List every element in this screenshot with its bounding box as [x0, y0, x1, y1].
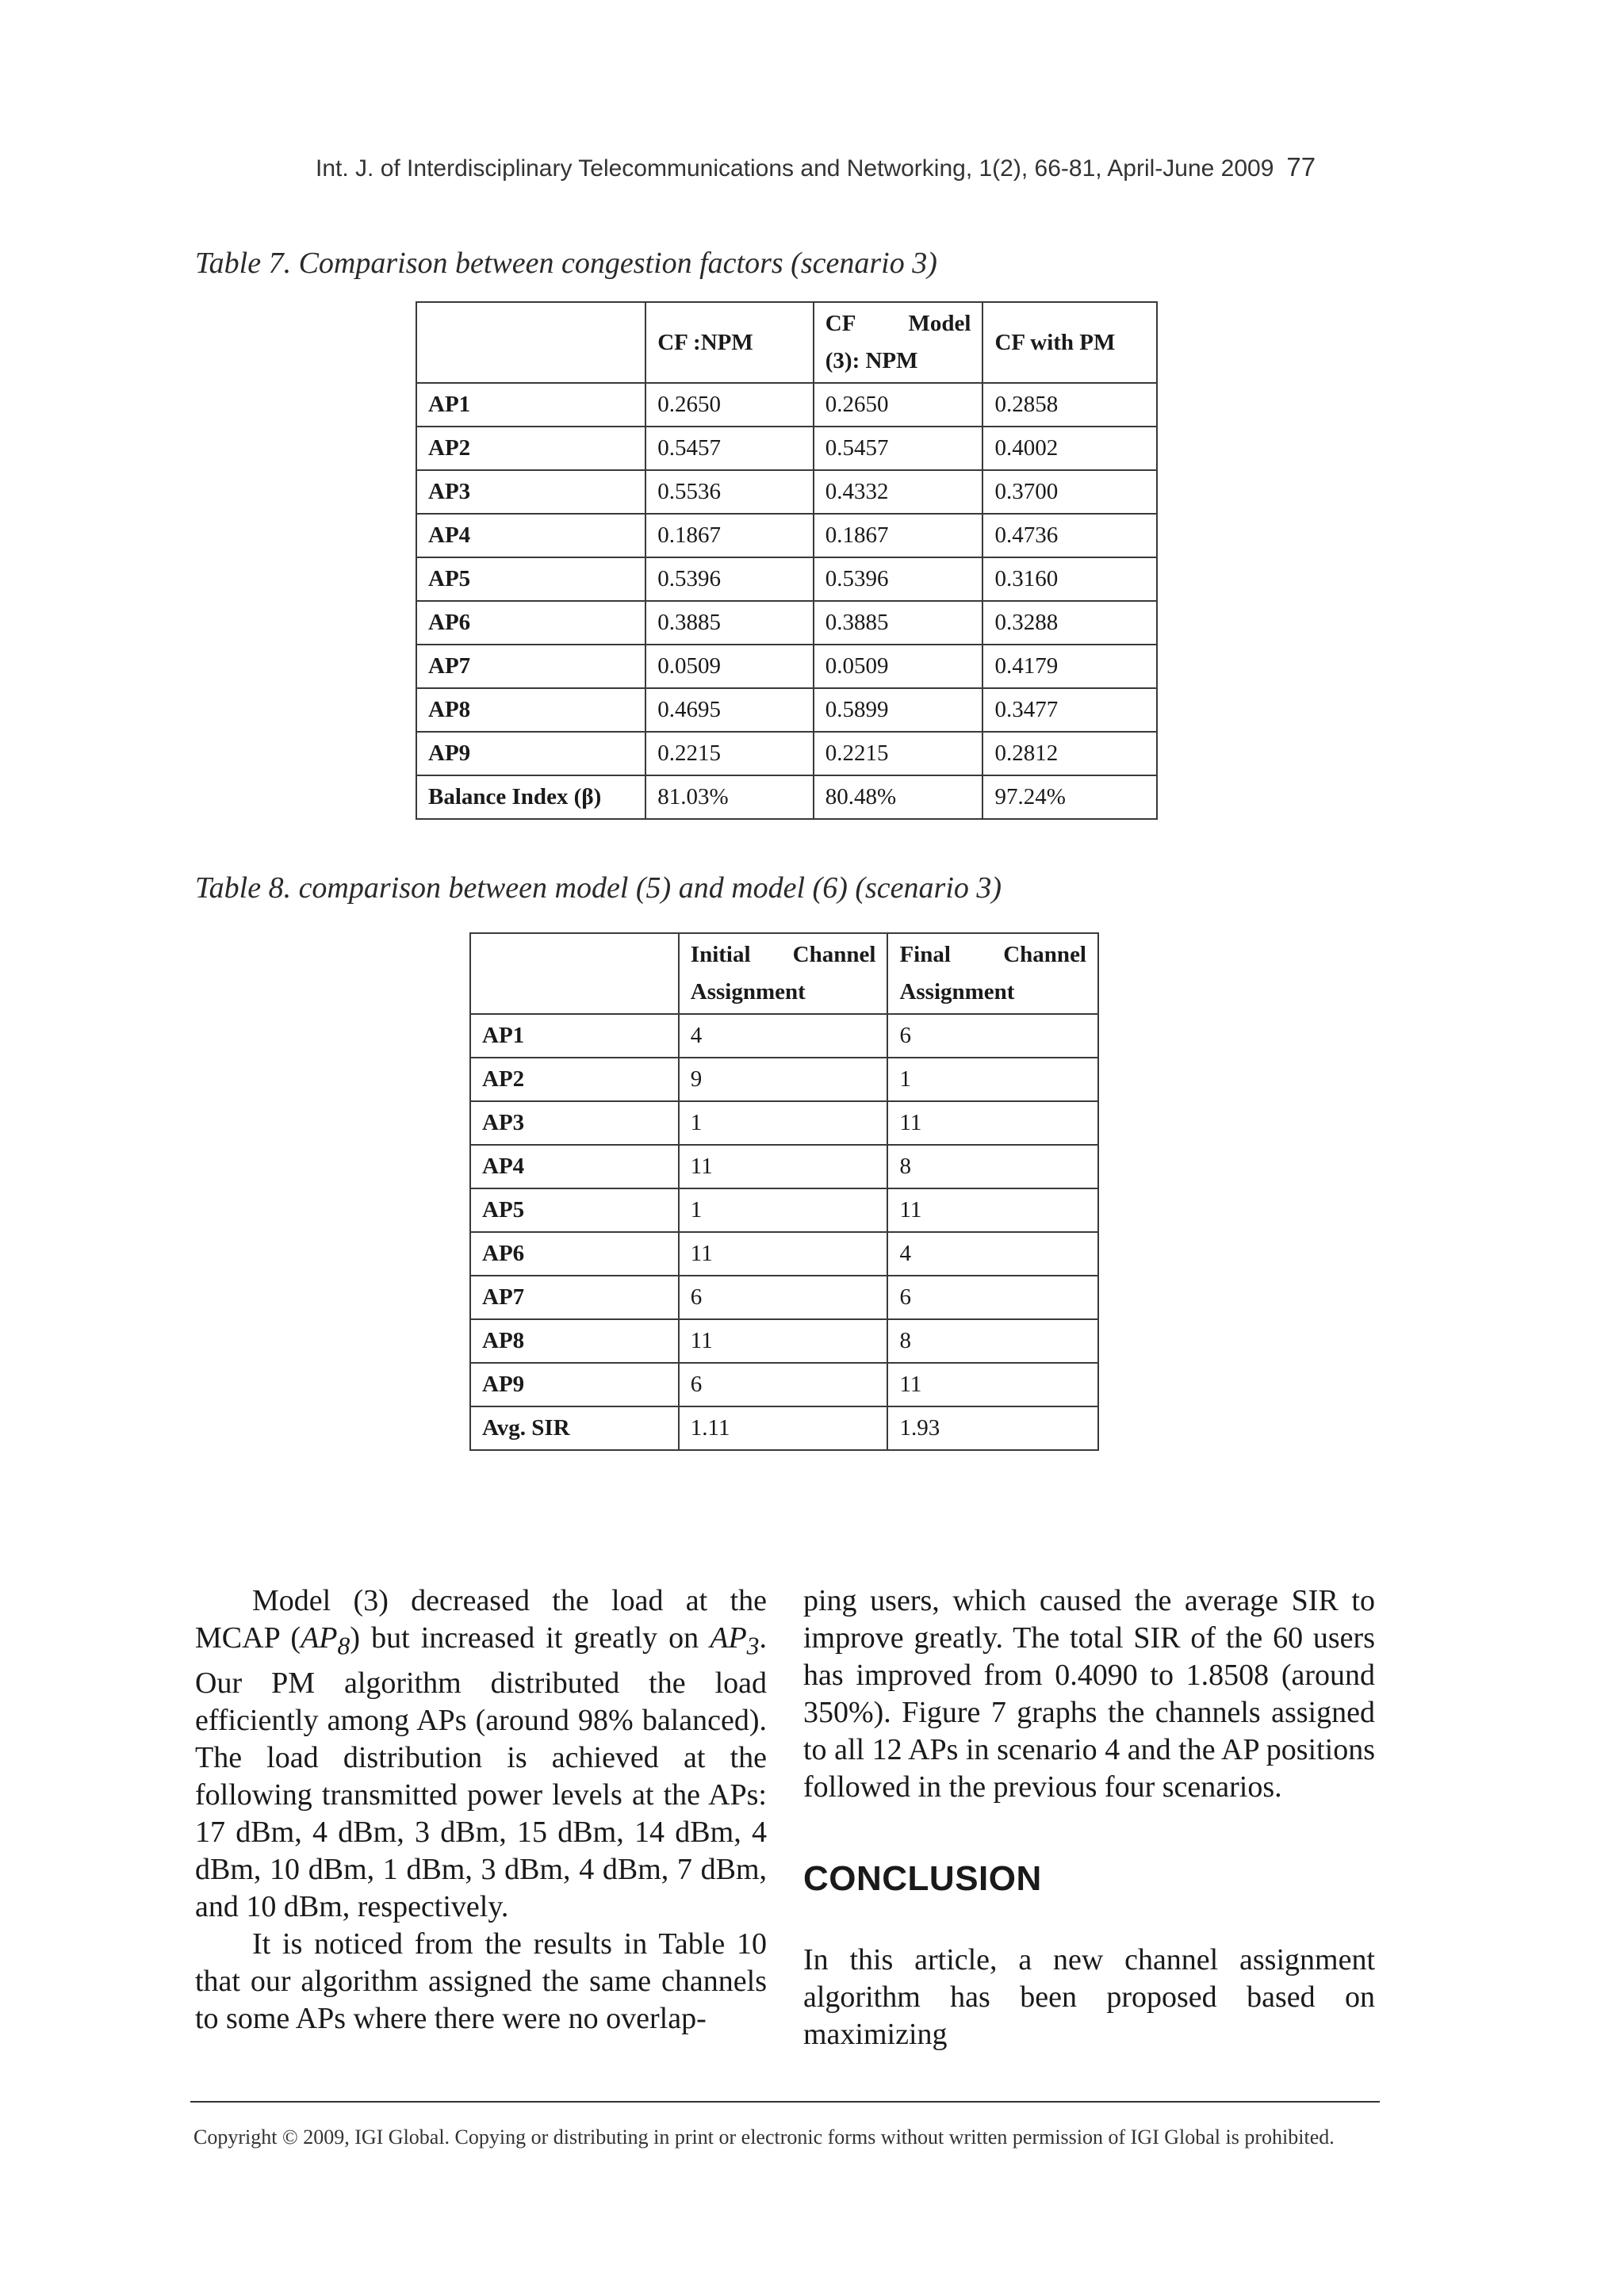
- table7-ap-cell: AP1: [416, 383, 645, 427]
- table8-header-row: [470, 933, 1098, 1014]
- table7-cf-model3-cell: 0.5457: [814, 427, 983, 470]
- table7-cf-model3-cell: 0.1867: [814, 514, 983, 557]
- running-head: [316, 152, 1375, 182]
- table8-row: [470, 1276, 1098, 1319]
- footer-rule: [190, 2101, 1380, 2103]
- table8-avg-label: Avg. SIR: [470, 1406, 679, 1450]
- table8-header-final-line2: Assignment: [899, 979, 1015, 1004]
- table7-cf-pm-cell: 97.24%: [982, 775, 1157, 819]
- table8-row: [470, 1319, 1098, 1363]
- left-column: [195, 1582, 767, 2038]
- table8-row: [470, 1145, 1098, 1188]
- table7-cf-pm-cell: 0.3288: [982, 601, 1157, 645]
- table8-ap-cell: AP7: [470, 1276, 679, 1319]
- table7-row: [416, 470, 1157, 514]
- ap8-symbol: [301, 1621, 350, 1660]
- table7-row: [416, 645, 1157, 688]
- right-column: [803, 1582, 1375, 2053]
- table8-avg-row: [470, 1406, 1098, 1450]
- table7-row: [416, 601, 1157, 645]
- table8-row: [470, 1101, 1098, 1145]
- table7-cf-npm-cell: 0.5457: [645, 427, 814, 470]
- table8-corner-cell: [470, 933, 679, 1014]
- left-p1-text-c: . Our PM algorithm distributed the load efficiently among APs (around 98% balanced). The load distribution is achieved at the following transmitted power levels at the APs: 17 dBm, 4 dBm, 3 dBm, 15 dBm, 14 dBm, 4 dBm, 10 dBm, 1 dBm, 3 dBm, 4 dBm, 7 dBm, and 10 dBm, respectively.: [195, 1621, 767, 1923]
- page-number: 77: [1286, 152, 1316, 182]
- table8-header-final-word: Final: [899, 942, 951, 967]
- table7-cf-model3-cell: 0.2215: [814, 732, 983, 775]
- table7-cf-npm-cell: 0.3885: [645, 601, 814, 645]
- table7-cf-model3-cell: 0.4332: [814, 470, 983, 514]
- table7-cf-model3-cell: 0.2650: [814, 383, 983, 427]
- table8-avg-initial: 1.11: [679, 1406, 888, 1450]
- table7-header-cf-word: CF: [825, 311, 856, 336]
- table8-ap-cell: AP3: [470, 1101, 679, 1145]
- table7: [416, 301, 1158, 820]
- table7-row: [416, 427, 1157, 470]
- table7-ap-cell: Balance Index (β): [416, 775, 645, 819]
- ap8-base: AP: [301, 1621, 338, 1655]
- table7-row: [416, 732, 1157, 775]
- table7-header-row: [416, 302, 1157, 383]
- table8-ap-cell: AP5: [470, 1188, 679, 1232]
- table8-header-channel-word: Channel: [792, 942, 876, 967]
- table7-cf-pm-cell: 0.2812: [982, 732, 1157, 775]
- table8: [469, 932, 1099, 1451]
- table8-initial-cell: 9: [679, 1058, 888, 1101]
- table7-cf-npm-cell: 0.5536: [645, 470, 814, 514]
- table8-ap-cell: AP6: [470, 1232, 679, 1276]
- table8-ap-cell: AP8: [470, 1319, 679, 1363]
- table8-ap-cell: AP1: [470, 1014, 679, 1058]
- table8-initial-cell: 6: [679, 1363, 888, 1406]
- table8-caption: Table 8. comparison between model (5) and model (6) (scenario 3): [195, 871, 1002, 905]
- table7-cf-model3-cell: 0.5396: [814, 557, 983, 601]
- table7-header-cf-model3-line2: (3): NPM: [825, 348, 918, 373]
- table8-header-initial: [679, 933, 888, 1014]
- journal-citation: Int. J. of Interdisciplinary Telecommunications and Networking, 1(2), 66-81, April-June 2009: [316, 155, 1274, 182]
- table8-row: [470, 1363, 1098, 1406]
- table8-initial-cell: 11: [679, 1232, 888, 1276]
- table7-row: [416, 383, 1157, 427]
- table8-final-cell: 1: [887, 1058, 1098, 1101]
- table8-initial-cell: 1: [679, 1188, 888, 1232]
- table7-cf-npm-cell: 0.0509: [645, 645, 814, 688]
- table7-cf-npm-cell: 81.03%: [645, 775, 814, 819]
- table7-row: [416, 557, 1157, 601]
- table8-header-final: [887, 933, 1098, 1014]
- table8-final-cell: 6: [887, 1014, 1098, 1058]
- table7-corner-cell: [416, 302, 645, 383]
- table7-cf-pm-cell: 0.4179: [982, 645, 1157, 688]
- table7-header-cf-npm: CF :NPM: [645, 302, 814, 383]
- left-paragraph-2: It is noticed from the results in Table 10 that our algorithm assigned the same channels to some APs where there were no overlap-: [195, 1927, 767, 2035]
- table8-header-channel-word-2: Channel: [1003, 942, 1086, 967]
- table8-body: [470, 1014, 1098, 1406]
- table7-cf-pm-cell: 0.2858: [982, 383, 1157, 427]
- table7-row: [416, 514, 1157, 557]
- table7-cf-pm-cell: 0.3700: [982, 470, 1157, 514]
- right-paragraph-2: In this article, a new channel assignment algorithm has been proposed based on maximizing: [803, 1943, 1375, 2051]
- table7-ap-cell: AP6: [416, 601, 645, 645]
- table7-row: [416, 688, 1157, 732]
- left-p1-text-a: Model (3) decreased the load at the MCAP (: [195, 1584, 767, 1655]
- table8-avg-final: 1.93: [887, 1406, 1098, 1450]
- table7-cf-npm-cell: 0.1867: [645, 514, 814, 557]
- table7-cf-model3-cell: 0.5899: [814, 688, 983, 732]
- table8-row: [470, 1232, 1098, 1276]
- table8-ap-cell: AP9: [470, 1363, 679, 1406]
- table8-initial-cell: 11: [679, 1145, 888, 1188]
- table8-header-initial-line2: Assignment: [690, 979, 806, 1004]
- conclusion-heading: CONCLUSION: [803, 1859, 1042, 1898]
- table8-final-cell: 4: [887, 1232, 1098, 1276]
- table7-ap-cell: AP8: [416, 688, 645, 732]
- table7-ap-cell: AP7: [416, 645, 645, 688]
- table7-ap-cell: AP9: [416, 732, 645, 775]
- table7-header-cf-model3: [814, 302, 983, 383]
- table7-ap-cell: AP2: [416, 427, 645, 470]
- table7-row: [416, 775, 1157, 819]
- table8-final-cell: 11: [887, 1363, 1098, 1406]
- right-paragraph-1: ping users, which caused the average SIR to improve greatly. The total SIR of the 60 users has improved from 0.4090 to 1.8508 (around 350%). Figure 7 graphs the channels assigned to all 12 APs in scenario 4 and the AP positions followed in the previous four scenarios.: [803, 1584, 1375, 1804]
- ap3-base: AP: [710, 1621, 747, 1655]
- ap3-symbol: [710, 1621, 760, 1660]
- table8-final-cell: 8: [887, 1145, 1098, 1188]
- left-paragraph-1: [195, 1582, 767, 1926]
- table8-row: [470, 1188, 1098, 1232]
- table8-header-initial-word: Initial: [690, 942, 751, 967]
- table7-cf-npm-cell: 0.2215: [645, 732, 814, 775]
- table7-cf-pm-cell: 0.3477: [982, 688, 1157, 732]
- table7-header-cf-pm: CF with PM: [982, 302, 1157, 383]
- left-p1-text-b: ) but increased it greatly on: [350, 1621, 710, 1655]
- table7-cf-pm-cell: 0.4736: [982, 514, 1157, 557]
- copyright-notice: Copyright © 2009, IGI Global. Copying or distributing in print or electronic forms without written permission of IGI Global is prohibited.: [193, 2126, 1335, 2149]
- table7-header-model-word: Model: [908, 311, 971, 336]
- table8-final-cell: 11: [887, 1101, 1098, 1145]
- ap8-subscript: 8: [337, 1632, 350, 1660]
- table8-ap-cell: AP4: [470, 1145, 679, 1188]
- table7-cf-model3-cell: 0.0509: [814, 645, 983, 688]
- table8-ap-cell: AP2: [470, 1058, 679, 1101]
- ap3-subscript: 3: [746, 1632, 760, 1660]
- table8-initial-cell: 1: [679, 1101, 888, 1145]
- table8-final-cell: 6: [887, 1276, 1098, 1319]
- table8-initial-cell: 6: [679, 1276, 888, 1319]
- table7-ap-cell: AP3: [416, 470, 645, 514]
- table8-row: [470, 1058, 1098, 1101]
- table7-cf-model3-cell: 80.48%: [814, 775, 983, 819]
- table7-cf-npm-cell: 0.2650: [645, 383, 814, 427]
- table7-caption: Table 7. Comparison between congestion factors (scenario 3): [195, 247, 937, 280]
- table7-cf-pm-cell: 0.4002: [982, 427, 1157, 470]
- table8-initial-cell: 4: [679, 1014, 888, 1058]
- table7-ap-cell: AP5: [416, 557, 645, 601]
- table7-body: [416, 383, 1157, 819]
- table7-ap-cell: AP4: [416, 514, 645, 557]
- table7-cf-model3-cell: 0.3885: [814, 601, 983, 645]
- table7-cf-pm-cell: 0.3160: [982, 557, 1157, 601]
- table7-cf-npm-cell: 0.4695: [645, 688, 814, 732]
- table8-row: [470, 1014, 1098, 1058]
- table7-cf-npm-cell: 0.5396: [645, 557, 814, 601]
- table8-final-cell: 8: [887, 1319, 1098, 1363]
- table8-initial-cell: 11: [679, 1319, 888, 1363]
- table8-final-cell: 11: [887, 1188, 1098, 1232]
